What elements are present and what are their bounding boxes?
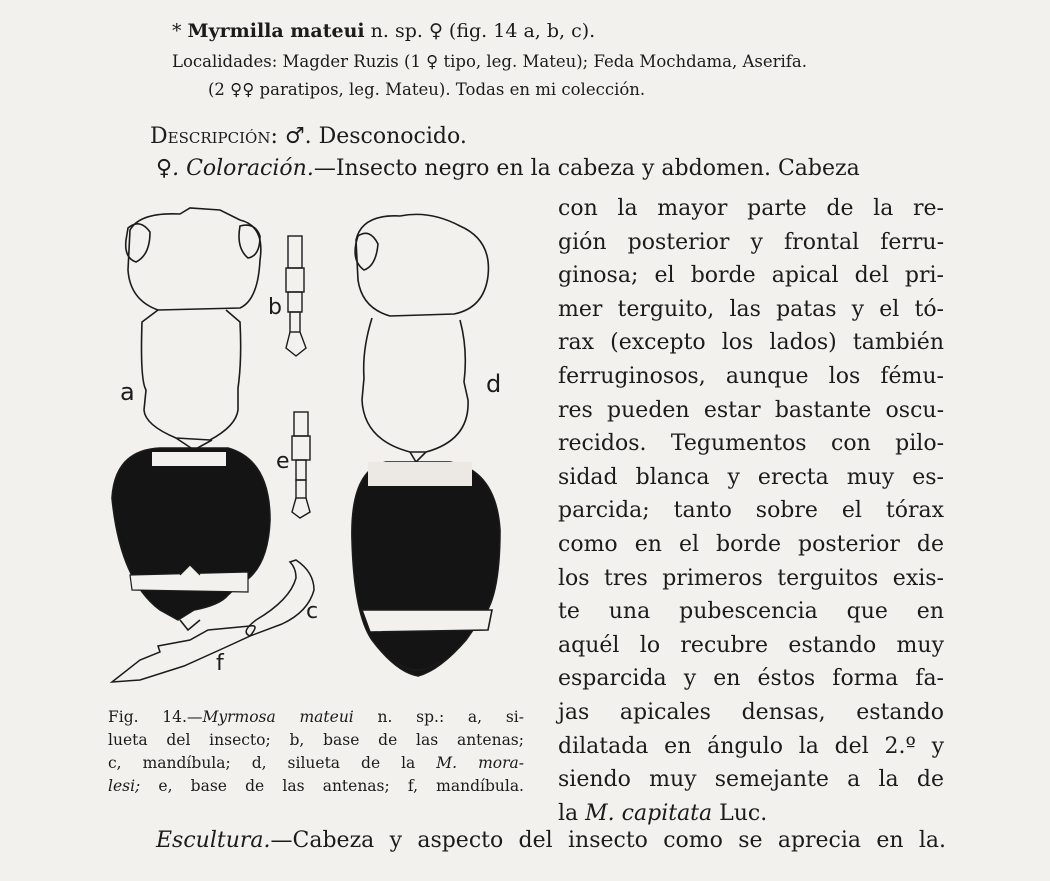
label-f: f	[216, 651, 224, 676]
caption-italic-4: lesi;	[108, 777, 141, 795]
label-a: a	[120, 378, 135, 406]
label-e: e	[276, 449, 290, 474]
localities-line: Localidades: Magder Ruzis (1 ♀ tipo, leg. Mateu); Feda Mochdama, Aserifa.	[172, 52, 808, 71]
body-line: sidad blanca y erecta muy es-	[558, 464, 944, 490]
body-last-pre: la	[558, 800, 586, 826]
coloration-line	[156, 156, 946, 181]
coloration-lead: ♀. Coloración.	[156, 156, 314, 181]
caption-fig-number: Fig. 14.—	[108, 708, 203, 726]
body-last-species: M. capitata	[585, 800, 713, 826]
figure-14	[100, 200, 530, 700]
mandible-f	[112, 626, 255, 682]
body-line: siendo muy semejante a la de	[558, 767, 944, 793]
silhouette-a	[112, 208, 270, 630]
figure-caption	[108, 706, 524, 798]
species-name: Myrmilla mateui	[187, 20, 365, 42]
description-label: Descripción:	[150, 124, 278, 149]
body-line-last	[558, 797, 944, 831]
label-b: b	[268, 295, 282, 320]
body-line: te una pubescencia que en	[558, 599, 944, 625]
body-line: con la mayor parte de la re-	[558, 196, 944, 221]
silhouette-d	[352, 214, 500, 676]
sculpture-line	[156, 828, 946, 853]
body-line: gión posterior y frontal ferru-	[558, 229, 944, 255]
species-heading	[172, 20, 595, 42]
sculpture-lead: Escultura.	[156, 828, 271, 853]
antenna-e	[292, 412, 310, 518]
description-value: ♂. Desconocido.	[277, 124, 467, 149]
caption-text-3: c, mandíbula; d, silueta de la	[108, 754, 437, 772]
body-line: recidos. Tegumentos con pilo-	[558, 431, 944, 457]
caption-text-4: e, base de las antenas; f, mandíbula.	[140, 777, 524, 795]
body-last-post: Luc.	[712, 800, 768, 826]
coloration-text: —Insecto negro en la cabeza y abdomen. Cabeza	[313, 156, 860, 181]
insect-silhouettes	[100, 200, 530, 700]
caption-italic-3: M. mora-	[436, 754, 524, 772]
body-line: parcida; tanto sobre el tórax	[558, 498, 944, 524]
body-line: como en el borde posterior de	[558, 531, 944, 557]
body-line: esparcida y en éstos forma fa-	[558, 666, 944, 692]
mandible-c	[246, 560, 314, 636]
heading-rest: n. sp. ♀ (fig. 14 a, b, c).	[364, 20, 596, 42]
heading-star: *	[172, 20, 188, 42]
body-line: los tres primeros terguitos exis-	[558, 565, 944, 591]
caption-text-1: n. sp.: a, si-	[353, 708, 524, 726]
caption-line-1	[108, 706, 524, 729]
caption-line-3	[108, 752, 524, 775]
sculpture-text: —Cabeza y aspecto del insecto como se aprecia en la.	[270, 828, 946, 853]
body-text	[558, 192, 944, 830]
caption-species: Myrmosa mateui	[202, 708, 354, 726]
body-line: aquél lo recubre estando muy	[558, 632, 944, 658]
body-line: dilatada en ángulo la del 2.º y	[558, 733, 944, 759]
body-line: ferruginosos, aunque los fému-	[558, 363, 944, 389]
body-line: rax (excepto los lados) también	[558, 330, 944, 356]
description-line	[150, 124, 467, 149]
body-line: res pueden estar bastante oscu-	[558, 397, 944, 423]
caption-line-4	[108, 775, 524, 798]
body-line: mer terguito, las patas y el tó-	[558, 296, 944, 322]
label-c: c	[306, 599, 319, 624]
body-line: jas apicales densas, estando	[558, 699, 944, 725]
antenna-b	[286, 236, 306, 356]
localities-line-2: (2 ♀♀ paratipos, leg. Mateu). Todas en mi colección.	[208, 80, 646, 99]
body-line: ginosa; el borde apical del pri-	[558, 263, 944, 289]
caption-line-2: lueta del insecto; b, base de las antenas;	[108, 731, 524, 749]
label-d: d	[486, 370, 502, 398]
